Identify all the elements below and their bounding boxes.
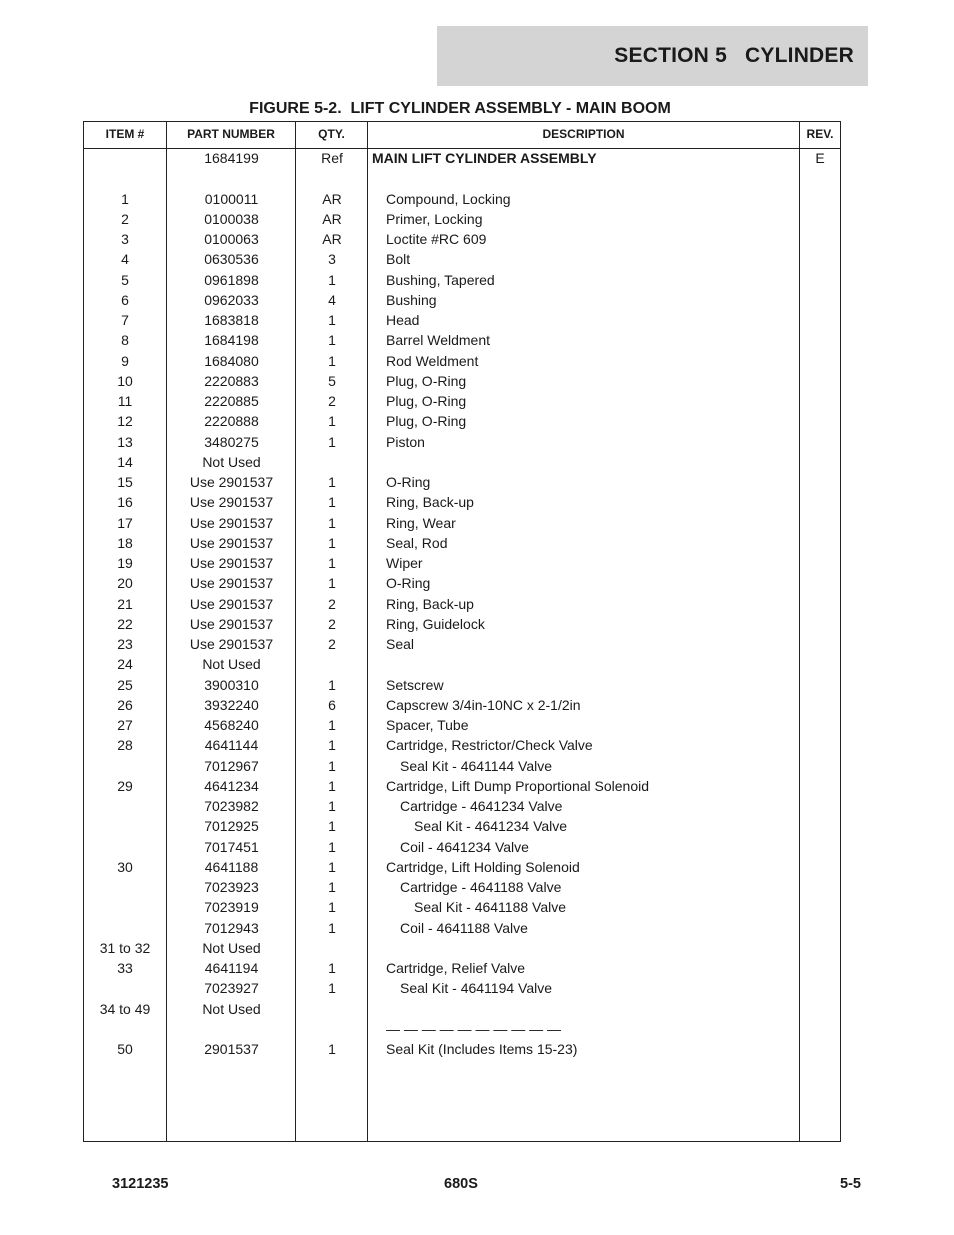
description-cell: Seal — [386, 636, 415, 652]
description-cell: Ring, Back-up — [386, 595, 474, 612]
part-number-cell: Use 2901537 — [189, 615, 274, 632]
quantity-cell: AR — [322, 231, 342, 247]
part-number-cell: 0630536 — [204, 251, 259, 268]
quantity-cell: 1 — [328, 271, 336, 288]
quantity-cell: 2 — [328, 615, 336, 632]
part-number-cell: Use 2901537 — [189, 575, 274, 592]
description-cell: Capscrew 3/4in-10NC x 2-1/2in — [386, 696, 581, 713]
table-row — [84, 735, 840, 755]
table-row — [84, 371, 840, 391]
description-cell: Seal Kit (Includes Items 15-23) — [386, 1041, 578, 1057]
description-cell: Seal Kit - 4641188 Valve — [414, 899, 567, 916]
table-row — [84, 634, 840, 654]
table-row — [84, 614, 840, 634]
table-row — [84, 148, 840, 168]
quantity-cell: 1 — [328, 676, 336, 693]
part-number-cell: Use 2901537 — [189, 494, 274, 511]
item-number-cell: 12 — [117, 413, 133, 430]
table-row — [84, 918, 840, 938]
description-cell: Piston — [386, 433, 425, 450]
quantity-cell: 1 — [328, 433, 336, 450]
item-number-cell: 27 — [117, 717, 133, 733]
item-number-cell: 15 — [117, 474, 133, 490]
quantity-cell: 1 — [328, 352, 336, 369]
item-number-cell: 3 — [121, 231, 129, 247]
table-row — [84, 472, 840, 492]
item-number-cell: 2 — [121, 210, 129, 227]
description-cell: — — — — — — — — — — — [386, 1020, 562, 1037]
description-cell: Seal, Rod — [386, 534, 448, 551]
quantity-cell: 1 — [328, 312, 336, 328]
part-number-cell: Use 2901537 — [189, 534, 274, 551]
quantity-cell: AR — [322, 210, 342, 227]
part-number-cell: Use 2901537 — [189, 514, 274, 531]
item-number-cell: 23 — [117, 636, 133, 652]
table-row — [84, 776, 840, 796]
quantity-cell: 1 — [328, 413, 336, 430]
table-row — [84, 695, 840, 715]
part-number-cell: Not Used — [202, 939, 261, 956]
description-cell: Setscrew — [386, 676, 444, 693]
quantity-cell: 1 — [328, 1041, 336, 1057]
table-row — [84, 411, 840, 431]
section-header — [437, 26, 868, 86]
item-number-cell: 18 — [117, 534, 133, 551]
description-cell: Seal Kit - 4641194 Valve — [400, 980, 553, 997]
table-row — [84, 351, 840, 371]
item-number-cell: 8 — [121, 332, 129, 349]
figure-title: FIGURE 5-2. LIFT CYLINDER ASSEMBLY - MAIN BOOM — [249, 100, 671, 117]
part-number-cell: 7023923 — [204, 879, 259, 895]
table-row — [84, 553, 840, 573]
part-number-cell: 7012943 — [204, 919, 259, 936]
quantity-cell: 1 — [328, 960, 336, 976]
quantity-cell: 2 — [328, 595, 336, 612]
quantity-cell: 1 — [328, 717, 336, 733]
description-cell: Plug, O-Ring — [386, 372, 467, 389]
description-cell: Primer, Locking — [386, 210, 483, 227]
part-number-cell: 0100063 — [204, 231, 259, 247]
item-number-cell: 4 — [121, 251, 129, 268]
part-number-cell: 2220883 — [204, 372, 259, 389]
quantity-cell: 1 — [328, 494, 336, 511]
item-number-cell: 19 — [117, 555, 133, 571]
table-body — [84, 148, 840, 1059]
part-number-cell: 7017451 — [204, 838, 259, 855]
item-number-cell: 13 — [117, 433, 133, 450]
part-number-cell: 2220888 — [204, 413, 259, 430]
table-row — [84, 513, 840, 533]
column-header-part-number: PART NUMBER — [187, 127, 275, 141]
quantity-cell: 2 — [328, 636, 336, 652]
item-number-cell: 10 — [117, 372, 133, 389]
part-number-cell: Use 2901537 — [189, 474, 274, 490]
item-number-cell: 9 — [121, 352, 129, 369]
description-cell: Bushing, Tapered — [386, 271, 495, 288]
description-cell: Cartridge - 4641188 Valve — [400, 879, 562, 895]
item-number-cell: 25 — [117, 676, 133, 693]
part-number-cell: 7012967 — [204, 757, 259, 774]
column-header-qty: QTY. — [318, 127, 345, 141]
quantity-cell: 1 — [328, 474, 336, 490]
item-number-cell: 5 — [121, 271, 129, 288]
part-number-cell: 4641188 — [204, 858, 259, 875]
part-number-cell: 1684199 — [204, 150, 259, 166]
quantity-cell: 1 — [328, 757, 336, 774]
part-number-cell: Use 2901537 — [189, 555, 274, 571]
part-number-cell: 4568240 — [204, 717, 259, 733]
description-cell: Seal Kit - 4641234 Valve — [414, 818, 568, 835]
item-number-cell: 50 — [117, 1041, 133, 1057]
table-row — [84, 938, 840, 958]
quantity-cell: 1 — [328, 838, 336, 855]
item-number-cell: 26 — [117, 696, 133, 713]
description-cell: MAIN LIFT CYLINDER ASSEMBLY — [372, 150, 597, 166]
column-header-description: DESCRIPTION — [542, 127, 625, 141]
part-number-cell: 3900310 — [204, 676, 259, 693]
table-row — [84, 310, 840, 330]
description-cell: Ring, Guidelock — [386, 615, 485, 632]
page-number: 5-5 — [840, 1176, 861, 1192]
table-row — [84, 330, 840, 350]
item-number-cell: 28 — [117, 737, 133, 754]
quantity-cell: Ref — [321, 150, 343, 166]
description-cell: Plug, O-Ring — [386, 413, 467, 430]
table-row — [84, 1019, 840, 1039]
section-title: SECTION 5 CYLINDER — [614, 44, 854, 67]
model-name: 680S — [444, 1176, 478, 1192]
description-cell: Seal Kit - 4641144 Valve — [400, 757, 553, 774]
part-number-cell: 1684080 — [204, 352, 259, 369]
description-cell: O-Ring — [386, 474, 431, 490]
item-number-cell: 21 — [117, 595, 133, 612]
table-row — [84, 675, 840, 695]
part-number-cell: Use 2901537 — [189, 636, 274, 652]
description-cell: Ring, Wear — [386, 514, 456, 531]
table-row — [84, 756, 840, 776]
part-number-cell: 4641194 — [204, 960, 259, 976]
table-row — [84, 229, 840, 249]
item-number-cell: 31 to 32 — [99, 939, 151, 956]
description-cell: Coil - 4641188 Valve — [400, 919, 528, 936]
quantity-cell: 2 — [328, 393, 336, 409]
part-number-cell: 3932240 — [204, 696, 259, 713]
table-row — [84, 654, 840, 674]
table-row — [84, 857, 840, 877]
quantity-cell: 1 — [328, 737, 336, 754]
part-number-cell: 0961898 — [204, 271, 259, 288]
part-number-cell: 0100011 — [204, 190, 259, 207]
item-number-cell: 34 to 49 — [99, 1000, 151, 1017]
table-row — [84, 1039, 840, 1059]
quantity-cell: 1 — [328, 555, 336, 571]
table-header-row — [84, 122, 840, 149]
quantity-cell: 1 — [328, 899, 336, 916]
quantity-cell: 1 — [328, 919, 336, 936]
part-number-cell: 2220885 — [204, 393, 259, 409]
item-number-cell: 29 — [117, 777, 133, 794]
item-number-cell: 24 — [117, 656, 133, 673]
quantity-cell: 1 — [328, 534, 336, 551]
quantity-cell: 1 — [328, 980, 336, 997]
table-row — [84, 492, 840, 512]
table-row — [84, 209, 840, 229]
quantity-cell: 1 — [328, 575, 336, 592]
table-row — [84, 796, 840, 816]
table-row — [84, 837, 840, 857]
column-header-rev: REV. — [806, 127, 834, 141]
quantity-cell: 1 — [328, 798, 336, 814]
part-number-cell: 7023927 — [204, 980, 259, 997]
quantity-cell: 1 — [328, 818, 336, 835]
part-number-cell: 2901537 — [204, 1041, 259, 1057]
table-row — [84, 452, 840, 472]
part-number-cell: 7023982 — [204, 798, 259, 814]
quantity-cell: 3 — [328, 251, 336, 268]
description-cell: Bushing — [386, 291, 437, 308]
description-cell: Cartridge, Lift Holding Solenoid — [386, 858, 580, 875]
table-row — [84, 816, 840, 836]
item-number-cell: 7 — [121, 312, 129, 328]
part-number-cell: 7023919 — [204, 899, 259, 916]
table-row — [84, 189, 840, 209]
table-row — [84, 168, 840, 188]
table-row — [84, 432, 840, 452]
revision-cell: E — [815, 150, 825, 166]
item-number-cell: 33 — [117, 960, 133, 976]
description-cell: Barrel Weldment — [386, 332, 491, 349]
description-cell: Cartridge, Lift Dump Proportional Solenoid — [386, 777, 650, 794]
description-cell: Wiper — [386, 555, 423, 571]
quantity-cell: 1 — [328, 514, 336, 531]
table-row — [84, 391, 840, 411]
description-cell: O-Ring — [386, 575, 431, 592]
quantity-cell: 1 — [328, 332, 336, 349]
description-cell: Head — [386, 312, 420, 328]
quantity-cell: 1 — [328, 858, 336, 875]
item-number-cell: 11 — [117, 393, 133, 409]
parts-table — [83, 121, 841, 1142]
description-cell: Compound, Locking — [386, 190, 511, 207]
description-cell: Plug, O-Ring — [386, 393, 467, 409]
item-number-cell: 17 — [117, 514, 133, 531]
description-cell: Rod Weldment — [386, 352, 479, 369]
item-number-cell: 30 — [117, 858, 133, 875]
document-number: 3121235 — [112, 1176, 169, 1192]
table-row — [84, 594, 840, 614]
quantity-cell: 1 — [328, 777, 336, 794]
part-number-cell: 0100038 — [204, 210, 259, 227]
description-cell: Cartridge, Relief Valve — [386, 960, 526, 976]
description-cell: Loctite #RC 609 — [386, 231, 487, 247]
table-row — [84, 877, 840, 897]
item-number-cell: 6 — [121, 291, 129, 308]
part-number-cell: Use 2901537 — [189, 595, 274, 612]
description-cell: Cartridge - 4641234 Valve — [400, 798, 563, 814]
part-number-cell: 1683818 — [204, 312, 259, 328]
part-number-cell: 7012925 — [204, 818, 259, 835]
quantity-cell: 1 — [328, 879, 336, 895]
table-row — [84, 249, 840, 269]
item-number-cell: 1 — [121, 190, 129, 207]
description-cell: Ring, Back-up — [386, 494, 474, 511]
part-number-cell: 1684198 — [204, 332, 259, 349]
table-row — [84, 897, 840, 917]
description-cell: Cartridge, Restrictor/Check Valve — [386, 737, 593, 754]
table-row — [84, 270, 840, 290]
part-number-cell: 0962033 — [204, 291, 259, 308]
part-number-cell: Not Used — [202, 1000, 261, 1017]
item-number-cell: 16 — [117, 494, 133, 511]
description-cell: Bolt — [386, 251, 411, 268]
table-row — [84, 533, 840, 553]
quantity-cell: 4 — [328, 291, 336, 308]
table-row — [84, 573, 840, 593]
part-number-cell: 4641144 — [204, 737, 259, 754]
item-number-cell: 20 — [117, 575, 133, 592]
part-number-cell: Not Used — [202, 453, 261, 470]
quantity-cell: 5 — [328, 372, 336, 389]
part-number-cell: Not Used — [202, 656, 261, 673]
part-number-cell: 3480275 — [204, 433, 259, 450]
description-cell: Coil - 4641234 Valve — [400, 838, 529, 855]
column-header-item: ITEM # — [105, 127, 145, 141]
quantity-cell: 6 — [328, 696, 336, 713]
item-number-cell: 14 — [117, 453, 133, 470]
description-cell: Spacer, Tube — [386, 717, 469, 733]
quantity-cell: AR — [322, 190, 342, 207]
item-number-cell: 22 — [117, 615, 133, 632]
table-row — [84, 715, 840, 735]
table-row — [84, 958, 840, 978]
table-row — [84, 290, 840, 310]
table-row — [84, 999, 840, 1019]
table-row — [84, 978, 840, 998]
part-number-cell: 4641234 — [204, 777, 259, 794]
